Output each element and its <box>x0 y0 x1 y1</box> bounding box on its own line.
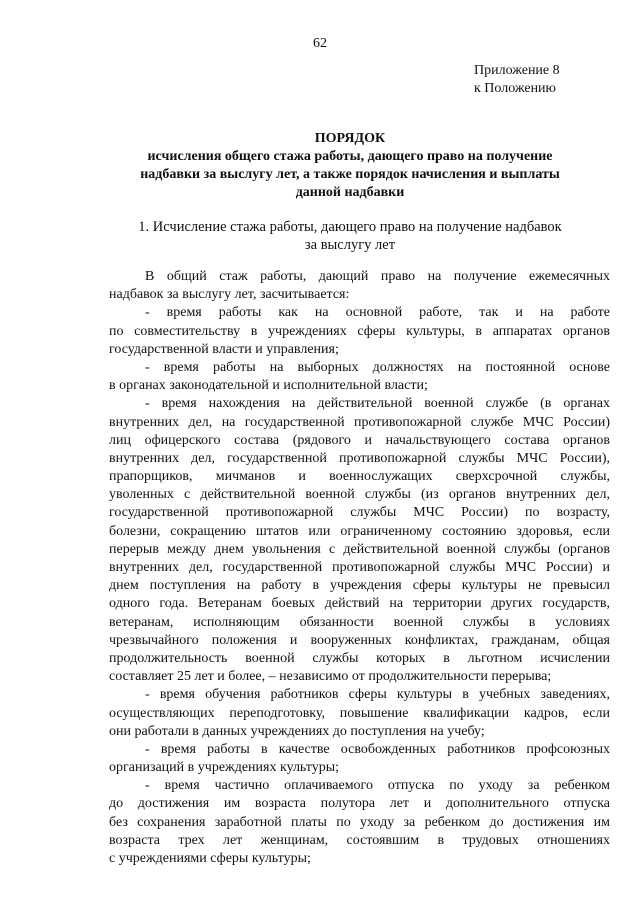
document-title <box>100 130 600 202</box>
body-line: днем поступления на работу в учреждения сферы культуры не превысил <box>109 578 610 594</box>
body-line: одного года. Ветеранам боевых действий на территории других государств, <box>109 596 610 612</box>
body-line: внутренних дел, на государственной противопожарной службе МЧС России) <box>109 414 610 430</box>
body-line: - время нахождения на действительной военной службе (в органах <box>145 396 610 412</box>
body-line: лиц офицерского состава (рядового и начальствующего состава органов <box>109 432 610 448</box>
body-line: - время работы как на основной работе, так и на работе <box>145 305 610 321</box>
body-line: государственной власти и управления; <box>109 341 339 357</box>
body-line: В общий стаж работы, дающий право на получение ежемесячных <box>145 269 610 284</box>
body-line: чрезвычайного положения и вооруженных конфликтах, гражданам, общая <box>109 632 610 648</box>
body-line: по совместительству в учреждениях сферы культуры, в аппаратах органов <box>109 323 610 339</box>
title-line: надбавки за выслугу лет, а также порядок начисления и выплаты <box>140 167 560 182</box>
appendix-line: к Положению <box>474 81 557 96</box>
body-line: болезни, сокращению штатов или ограниченному состоянию здоровья, если <box>109 523 610 539</box>
body-line: продолжительность военной службы которых в льготном исчислении <box>109 650 610 666</box>
body-line: надбавок за выслугу лет, засчитывается: <box>109 287 350 303</box>
appendix-note <box>474 62 560 98</box>
section-heading-line: 1. Исчисление стажа работы, дающего право на получение надбавок <box>138 219 562 235</box>
section-heading <box>100 218 600 254</box>
body-line: ветеранам, исполняющим обязанности военной службы в условиях <box>109 614 610 630</box>
body-line: внутренних дел, государственной противопожарной службы МЧС России) и <box>109 560 610 575</box>
body-line: возраста трех лет женщинам, состоявшим в трудовых отношениях <box>109 832 610 848</box>
body-line: прапорщиков, мичманов и военнослужащих сверхсрочной службы, <box>109 469 610 485</box>
section-heading-line: за выслугу лет <box>304 237 396 253</box>
body-line: государственной противопожарной службы МЧС России) по возрасту, <box>109 505 610 521</box>
body-text <box>109 268 610 868</box>
body-line: внутренних дел, государственной противопожарной службы МЧС России), <box>109 450 610 466</box>
title-line: исчисления общего стажа работы, дающего право на получение <box>147 149 553 164</box>
title-line: данной надбавки <box>295 185 405 200</box>
body-line: - время работы в качестве освобожденных работников профсоюзных <box>145 741 610 757</box>
body-line: - время частично оплачиваемого отпуска по уходу за ребенком <box>145 778 610 794</box>
body-line: они работали в данных учреждениях до поступления на учебу; <box>109 723 485 739</box>
page-number: 62 <box>313 36 327 51</box>
appendix-line: Приложение 8 <box>474 63 560 78</box>
body-line: уволенных с действительной военной службы (из органов внутренних дел, <box>109 487 610 503</box>
body-line: - время обучения работников сферы культуры в учебных заведениях, <box>145 687 610 703</box>
body-line: осуществляющих переподготовку, повышение квалификации кадров, если <box>109 705 610 721</box>
body-line: с учреждениями сферы культуры; <box>109 851 311 866</box>
body-line: в органах законодательной и исполнительной власти; <box>109 378 428 394</box>
body-line: - время работы на выборных должностях на постоянной основе <box>145 359 610 375</box>
body-line: до достижения им возраста полутора лет и дополнительного отпуска <box>109 796 610 812</box>
body-line: организаций в учреждениях культуры; <box>109 760 340 776</box>
body-line: перерыв между днем увольнения с действительной военной службы (органов <box>109 541 610 557</box>
body-line: без сохранения заработной платы по уходу за ребенком до достижения им <box>109 814 610 830</box>
title-heading: ПОРЯДОК <box>314 131 386 146</box>
body-line: составляет 25 лет и более, – независимо от продолжительности перерыва; <box>109 669 552 685</box>
